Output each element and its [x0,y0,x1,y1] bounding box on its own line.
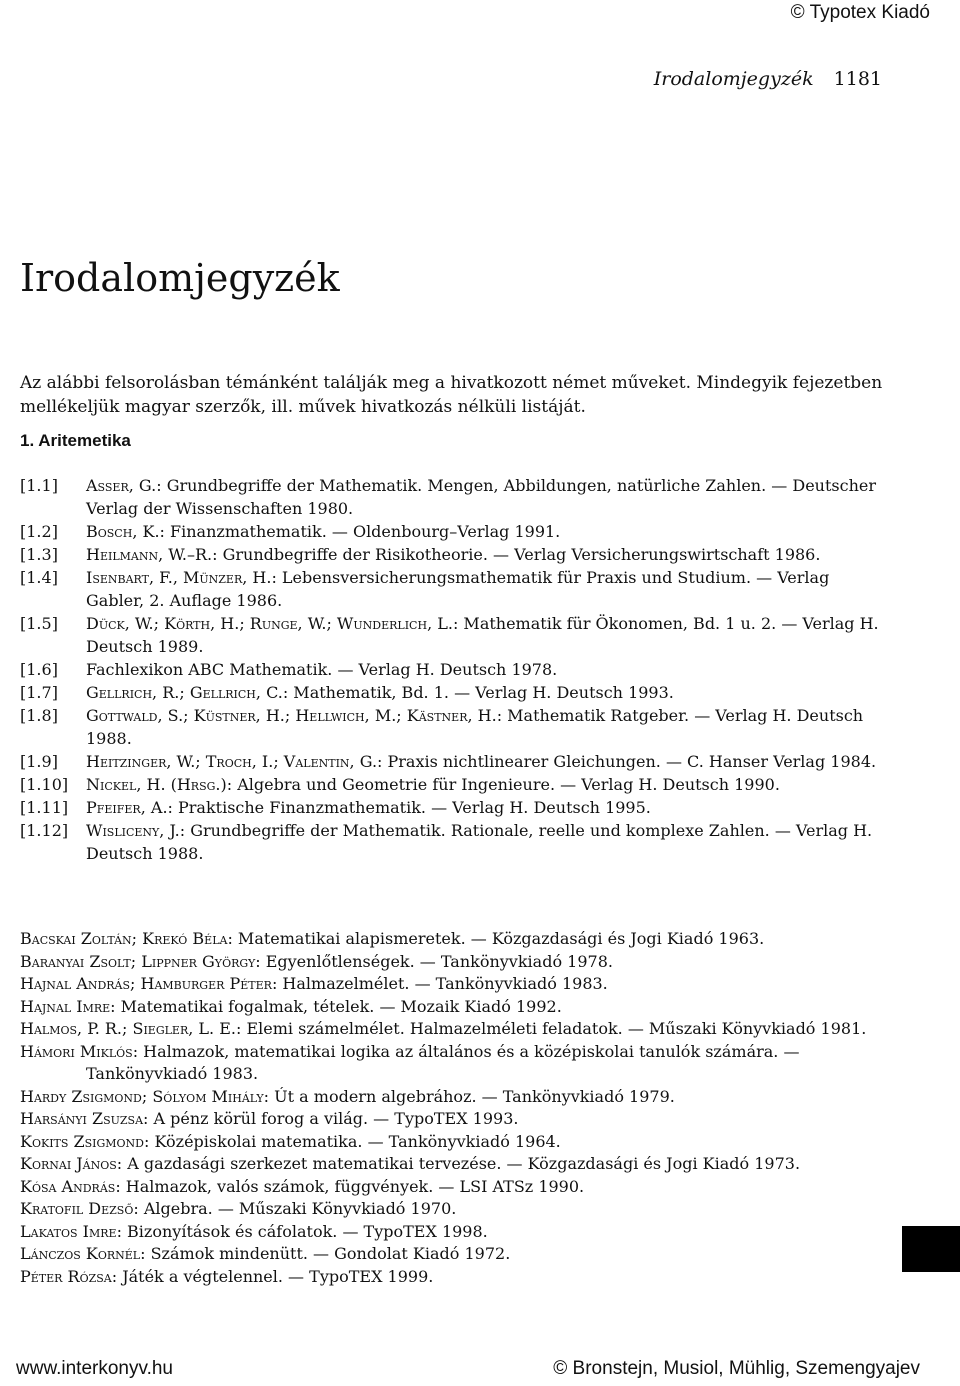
reference-text: : Grundbegriffe der Mathematik. Mengen, Abbildungen, natürliche Zahlen. — Deutscher Verlag der Wissenschaften 1980. [86,476,876,518]
publisher-credit: © Typotex Kiadó [790,2,930,23]
reference-number: [1.12] [20,821,69,840]
reference-entry [20,704,888,750]
reference-entry [20,543,888,566]
reference-authors: Wisliceny, J. [86,821,180,840]
reference-number: [1.1] [20,476,58,495]
reference-text: : Számok mindenütt. — Gondolat Kiadó 1972. [140,1244,511,1263]
reference-authors: Pfeifer, A. [86,798,168,817]
reference-authors: Harsányi Zsuzsa [20,1109,144,1128]
reference-number: [1.8] [20,706,58,725]
reference-text: : Bizonyítások és cáfolatok. — TypoTEX 1998. [116,1221,488,1241]
reference-body [86,474,888,520]
reference-text: : Mathematik, Bd. 1. — Verlag H. Deutsch 1993. [282,683,674,702]
numbered-reference-list [20,474,888,865]
reference-text: : Grundbegriffe der Risikotheorie. — Verlag Versicherungswirtschaft 1986. [212,545,821,564]
reference-text: : Játék a végtelennel. — TypoTEX 1999. [111,1266,434,1286]
reference-entry [20,928,888,951]
reference-text: : Egyenlőtlenségek. — Tankönyvkiadó 1978. [255,951,613,971]
reference-body [86,819,888,865]
reference-body [86,520,888,543]
reference-authors: Hajnal András; Hamburger Péter [20,974,272,993]
reference-authors: Hajnal Imre [20,996,111,1016]
reference-text: : Halmazok, valós számok, függvények. — LSI ATSz 1990. [115,1176,585,1196]
reference-text: : Lebensversicherungsmathematik für Praxis und Studium. — Verlag Gabler, 2. Auflage 1986. [86,568,830,610]
reference-entry [20,474,888,520]
running-head [654,68,882,90]
reference-text: : Matematikai fogalmak, tételek. — Mozaik Kiadó 1992. [110,996,562,1016]
reference-entry [20,1131,888,1154]
reference-entry [20,658,888,681]
reference-entry [20,1176,888,1199]
reference-text: : Matematikai alapismeretek. — Közgazdasági és Jogi Kiadó 1963. [227,929,765,948]
reference-authors: Dück, W.; Körth, H.; Runge, W.; Wunderlich, L. [86,614,453,633]
general-reference-list [20,928,888,1288]
reference-body [86,658,888,681]
reference-authors: Nickel, H. (Hrsg.) [86,775,227,794]
reference-body [86,566,888,612]
reference-entry [20,996,888,1019]
footer-website: www.interkonyv.hu [16,1358,173,1379]
reference-entry [20,1041,888,1086]
reference-authors: Gottwald, S.; Küstner, H.; Hellwich, M.; Kästner, H. [86,706,497,725]
reference-text: : Középiskolai matematika. — Tankönyvkiadó 1964. [144,1131,561,1151]
reference-authors: Péter Rózsa [20,1266,112,1286]
reference-text: : Halmazok, matematikai logika az általános és a középiskolai tanulók számára. — Tankönyvkiadó 1983. [86,1041,800,1083]
reference-authors: Bosch, K. [86,522,160,541]
reference-body [86,796,888,819]
reference-authors: Kokits Zsigmond [20,1131,145,1151]
reference-authors: Lánczos Kornél [20,1244,141,1263]
reference-entry [20,951,888,974]
reference-entry [20,1198,888,1221]
reference-number: [1.2] [20,522,58,541]
reference-authors: Heilmann, W.–R. [86,545,213,564]
reference-entry [20,1266,888,1289]
reference-number: [1.10] [20,775,69,794]
reference-authors: Baranyai Zsolt; Lippner György [20,951,256,971]
reference-entry [20,819,888,865]
reference-body [86,750,888,773]
reference-authors: Lakatos Imre [20,1221,117,1241]
reference-text: : Algebra. — Műszaki Könyvkiadó 1970. [133,1199,457,1218]
footer-copyright: © Bronstejn, Musiol, Mühlig, Szemengyajev [553,1358,920,1379]
reference-authors: Hardy Zsigmond; Sólyom Mihály [20,1086,264,1106]
reference-entry [20,750,888,773]
reference-text: : Algebra und Geometrie für Ingenieure. — Verlag H. Deutsch 1990. [226,775,780,794]
reference-authors: Asser, G. [86,476,157,495]
reference-entry [20,1086,888,1109]
reference-text: : Út a modern algebrához. — Tankönyvkiadó 1979. [263,1086,675,1106]
reference-entry [20,1018,888,1041]
reference-body [86,773,888,796]
reference-number: [1.4] [20,568,58,587]
chapter-thumb-marker [902,1226,960,1272]
reference-text: : Elemi számelmélet. Halmazelméleti feladatok. — Műszaki Könyvkiadó 1981. [235,1019,867,1038]
reference-authors: Hámori Miklós [20,1041,133,1061]
reference-authors: Halmos, P. R.; Siegler, L. E. [20,1019,236,1038]
reference-text: : Halmazelmélet. — Tankönyvkiadó 1983. [271,974,608,993]
reference-number: [1.3] [20,545,58,564]
reference-text: : Mathematik Ratgeber. — Verlag H. Deutsch 1988. [86,706,864,748]
reference-authors: Kósa András [20,1176,116,1196]
reference-entry [20,566,888,612]
reference-text: : A gazdasági szerkezet matematikai tervezése. — Közgazdasági és Jogi Kiadó 1973. [116,1154,801,1173]
reference-entry [20,1243,888,1266]
page-number: 1181 [833,68,882,90]
reference-text: : Praxis nichtlinearer Gleichungen. — C. Hanser Verlag 1984. [377,752,877,771]
reference-body [86,543,888,566]
chapter-title: Irodalomjegyzék [20,256,340,300]
reference-entry [20,681,888,704]
reference-authors: Gellrich, R.; Gellrich, C. [86,683,283,702]
reference-entry [20,612,888,658]
section-heading: 1. Aritemetika [20,431,131,450]
reference-body [86,612,888,658]
reference-number: [1.5] [20,614,58,633]
intro-paragraph: Az alábbi felsorolásban témánként találják meg a hivatkozott német műveket. Mindegyik fejezetben mellékeljük magyar szerzők, ill. művek hivatkozás nélküli listáját. [20,373,883,417]
reference-entry [20,1153,888,1176]
reference-entry [20,1221,888,1244]
reference-authors: Isenbart, F., Münzer, H. [86,568,272,587]
reference-entry [20,520,888,543]
reference-entry [20,796,888,819]
reference-entry [20,973,888,996]
reference-text: : Grundbegriffe der Mathematik. Rationale, reelle und komplexe Zahlen. — Verlag H. Deutsch 1988. [86,821,873,863]
reference-body [86,681,888,704]
reference-text: : A pénz körül forog a világ. — TypoTEX 1993. [143,1109,519,1128]
reference-text: : Finanzmathematik. — Oldenbourg–Verlag 1991. [159,522,561,541]
reference-entry [20,1108,888,1131]
running-head-title: Irodalomjegyzék [653,68,814,90]
reference-authors: Kornai János [20,1154,117,1173]
reference-number: [1.11] [20,798,69,817]
reference-text: : Praktische Finanzmathematik. — Verlag H. Deutsch 1995. [167,798,651,817]
reference-body [86,704,888,750]
reference-number: [1.6] [20,660,58,679]
reference-authors: Bacskai Zoltán; Krekó Béla [20,929,228,948]
reference-text: Fachlexikon ABC Mathematik. — Verlag H. Deutsch 1978. [86,660,558,679]
reference-number: [1.9] [20,752,58,771]
reference-number: [1.7] [20,683,58,702]
reference-text: : Mathematik für Ökonomen, Bd. 1 u. 2. — Verlag H. Deutsch 1989. [86,614,879,656]
reference-authors: Heitzinger, W.; Troch, I.; Valentin, G. [86,752,378,771]
reference-authors: Kratofil Dezső [20,1199,134,1218]
reference-entry [20,773,888,796]
